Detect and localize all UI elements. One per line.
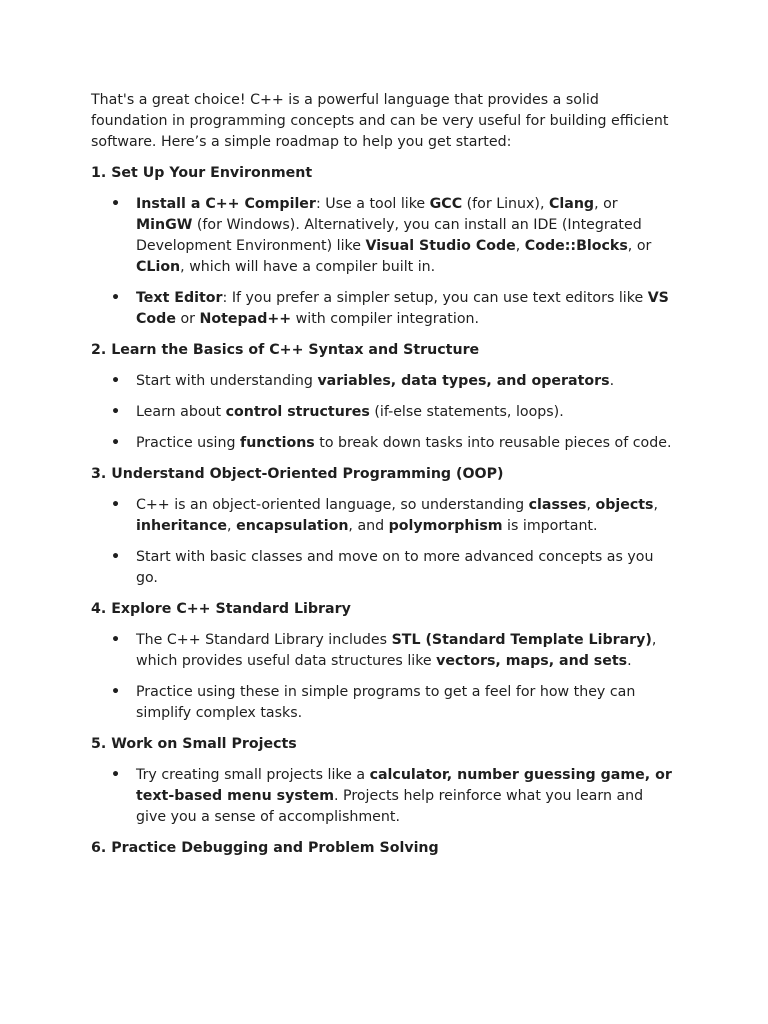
bullet-icon: • <box>111 684 121 700</box>
bullet-icon: • <box>111 404 121 420</box>
text-run: . <box>627 653 632 669</box>
bullet-icon: • <box>111 497 121 513</box>
bold-text: classes <box>528 497 587 513</box>
list-item <box>91 630 674 672</box>
bullet-icon: • <box>111 290 121 306</box>
bold-text: MinGW <box>136 217 193 233</box>
bullet-list <box>91 495 674 589</box>
text-run: Start with basic classes and move on to more advanced concepts as you go. <box>136 549 654 586</box>
list-item <box>91 495 674 537</box>
bold-text: Notepad++ <box>199 311 292 327</box>
text-run: , and <box>348 518 389 534</box>
bullet-icon: • <box>111 767 121 783</box>
section-heading: 1. Set Up Your Environment <box>91 165 313 181</box>
text-run: Start with understanding <box>136 373 318 389</box>
list-item <box>91 194 674 278</box>
bold-text: variables, data types, and operators <box>317 373 610 389</box>
bold-text: objects <box>595 497 654 513</box>
text-run: , or <box>627 238 652 254</box>
bullet-list <box>91 371 674 454</box>
text-run: . Projects help reinforce what you learn and give you a sense of accomplishment. <box>136 788 644 825</box>
bold-text: CLion <box>136 259 181 275</box>
bold-text: vectors, maps, and sets <box>436 653 628 669</box>
list-item <box>91 371 674 392</box>
text-run: , <box>515 238 525 254</box>
bold-text: control structures <box>225 404 370 420</box>
bold-text: inheritance <box>136 518 228 534</box>
text-run: , which will have a compiler built in. <box>180 259 436 275</box>
list-item <box>91 402 674 423</box>
bold-text: calculator, number guessing game, or text-based menu system <box>136 767 672 804</box>
roadmap-sections <box>91 163 674 859</box>
list-item <box>91 433 674 454</box>
bullet-icon: • <box>111 196 121 212</box>
intro-paragraph: That's a great choice! C++ is a powerful language that provides a solid foundation in programming concepts and can be very useful for building efficient software. Here’s a simple roadmap to help you get started: <box>91 92 669 150</box>
text-run: , which provides useful data structures like <box>136 632 657 669</box>
bullet-list <box>91 765 674 828</box>
list-item <box>91 765 674 828</box>
bullet-list <box>91 630 674 724</box>
list-item <box>91 682 674 724</box>
text-run: . <box>609 373 615 389</box>
bold-text: Clang <box>548 196 595 212</box>
text-run: C++ is an object-oriented language, so understanding <box>136 497 529 513</box>
bullet-icon: • <box>111 435 121 451</box>
text-run: (if-else statements, loops). <box>369 404 564 420</box>
bold-text: STL (Standard Template Library) <box>391 632 652 648</box>
bullet-icon: • <box>111 373 121 389</box>
bold-text: polymorphism <box>388 518 503 534</box>
text-run: : Use a tool like <box>315 196 430 212</box>
list-item <box>91 288 674 330</box>
text-run: with compiler integration. <box>291 311 479 327</box>
text-run: , or <box>594 196 618 212</box>
bullet-icon: • <box>111 632 121 648</box>
bold-text: GCC <box>429 196 463 212</box>
text-run: , <box>653 497 659 513</box>
text-run: to break down tasks into reusable pieces of code. <box>314 435 672 451</box>
section-heading: 2. Learn the Basics of C++ Syntax and Structure <box>91 342 480 358</box>
bullet-list <box>91 194 674 330</box>
bold-text: encapsulation <box>236 518 349 534</box>
section-heading: 3. Understand Object-Oriented Programming (OOP) <box>91 466 504 482</box>
text-run: is important. <box>502 518 598 534</box>
bold-text: Code::Blocks <box>524 238 628 254</box>
section-heading: 6. Practice Debugging and Problem Solving <box>91 840 439 856</box>
text-run: , <box>227 518 237 534</box>
section-heading: 5. Work on Small Projects <box>91 736 297 752</box>
bold-text: Install a C++ Compiler <box>136 196 316 212</box>
bold-text: Text Editor <box>136 290 223 306</box>
text-run: The C++ Standard Library includes <box>136 632 392 648</box>
bold-text: Visual Studio Code <box>365 238 516 254</box>
text-run: Learn about <box>136 404 226 420</box>
text-run: : If you prefer a simpler setup, you can use text editors like <box>222 290 648 306</box>
text-run: Practice using <box>136 435 241 451</box>
section-heading: 4. Explore C++ Standard Library <box>91 601 351 617</box>
text-run: (for Windows). Alternatively, you can install an IDE (Integrated Development Environment) like <box>136 217 642 254</box>
bullet-icon: • <box>111 549 121 565</box>
text-run: , <box>586 497 596 513</box>
text-run: Try creating small projects like a <box>136 767 370 783</box>
text-run: or <box>175 311 200 327</box>
bold-text: functions <box>240 435 315 451</box>
list-item <box>91 547 674 589</box>
text-run: Practice using these in simple programs to get a feel for how they can simplify complex tasks. <box>136 684 636 721</box>
text-run: (for Linux), <box>462 196 549 212</box>
bold-text: VS Code <box>136 290 669 327</box>
